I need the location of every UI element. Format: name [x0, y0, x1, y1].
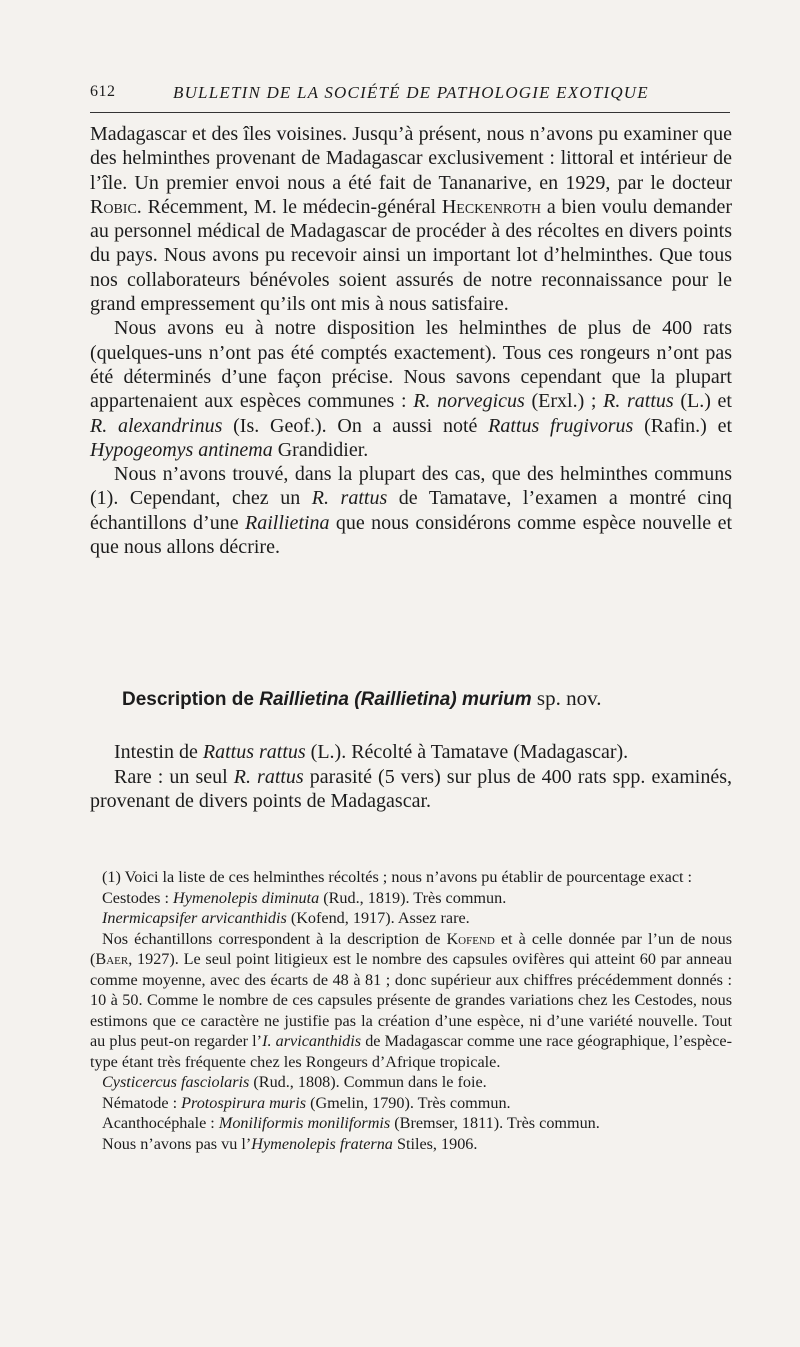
footnote-line: Nous n’avons pas vu l’Hymenolepis fraterna Stiles, 1906.: [102, 1134, 478, 1153]
footnote-line: Cysticercus fasciolaris (Rud., 1808). Commun dans le foie.: [102, 1073, 487, 1091]
paragraph-5: Rare : un seul R. rattus parasité (5 vers) sur plus de 400 rats spp. examinés, provenant de divers points de Madagascar.: [90, 765, 732, 812]
species-name: Hymenolepis diminuta: [173, 888, 320, 907]
author-name: Robic: [90, 195, 137, 218]
species-name: R. alexandrinus: [90, 414, 223, 437]
header-rule: [90, 112, 730, 113]
footnote-line: Nématode : Protospirura muris (Gmelin, 1790). Très commun.: [102, 1093, 511, 1112]
genus-name: Raillietina: [245, 511, 330, 534]
author-name: Kofend: [446, 929, 495, 948]
paragraph-2: Nous avons eu à notre disposition les helminthes de plus de 400 rats (quelques-uns n’ont pas été comptés exactement). Tous ces rongeurs n’ont pas été déterminés d’une façon précise. Nous savons cependant que la plupart appartenaient aux espèces communes : R. norvegicus (Erxl.) ; R. rattus (L.) et R. alexandrinus (Is. Geof.). On a aussi noté Rattus frugivorus (Rafin.) et Hypogeomys antinema Grandidier.: [90, 317, 733, 461]
species-name: Raillietina (Raillietina) murium: [259, 689, 532, 710]
species-name: R. norvegicus: [413, 390, 525, 413]
species-name: R. rattus: [233, 765, 304, 788]
description-text: [90, 740, 732, 814]
species-name: Inermicapsifer arvicanthidis: [102, 909, 287, 927]
species-name: R. rattus: [603, 390, 674, 413]
footnote-line: Cestodes : Hymenolepis diminuta (Rud., 1819). Très commun.: [102, 888, 507, 907]
species-name: Rattus frugivorus: [488, 414, 634, 437]
footnote-line: Inermicapsifer arvicanthidis (Kofend, 1917). Assez rare.: [102, 909, 470, 927]
species-name: I. arvicanthidis: [262, 1032, 362, 1050]
running-title: BULLETIN DE LA SOCIÉTÉ DE PATHOLOGIE EXOTIQUE: [173, 83, 649, 102]
species-name: Protospirura muris: [181, 1093, 307, 1112]
author-name: Baer: [95, 950, 129, 968]
species-name: Cysticercus fasciolaris: [102, 1073, 250, 1091]
footnote-line: Acanthocéphale : Moniliformis moniliformis (Bremser, 1811). Très commun.: [102, 1114, 600, 1132]
footnote-1: (1) Voici la liste de ces helminthes récoltés ; nous n’avons pu établir de pourcentage exact :: [102, 868, 693, 886]
species-name: Rattus rattus: [202, 741, 306, 763]
page-number: 612: [90, 83, 116, 100]
species-name: R. rattus: [311, 487, 388, 510]
main-text: [90, 122, 732, 559]
page-header: [90, 83, 730, 109]
footnote-line: Nos échantillons correspondent à la description de Kofend et à celle donnée par l’un de nous (Baer, 1927). Le seul point litigieux est le nombre des capsules ovifères qui atteint 60 par anneau comme moyenne, avec des écarts de 48 à 81 ; donc supérieur aux chiffres précédemment donnés : 10 à 50. Comme le nombre de ces capsules présente de grandes variations chez les Cestodes, nous estimons que ce caractère ne justifie pas la création d’une espèce, ni d’une variété nouvelle. Tout au plus peut-on regarder l’I. arvicanthidis de Madagascar comme une race géographique, l’espèce-type étant très fréquente chez les Rongeurs d’Afrique tropicale.: [90, 929, 733, 1071]
paragraph-1: Madagascar et des îles voisines. Jusqu’à présent, nous n’avons pu examiner que des helminthes provenant de Madagascar exclusivement : littoral et intérieur de l’île. Un premier envoi nous a été fait de Tananarive, en 1929, par le docteur Robic. Récemment, M. le médecin-général Heckenroth a bien voulu demander au personnel médical de Madagascar de procéder à des récoltes en divers points du pays. Nous avons pu recevoir ainsi un important lot d’helminthes. Que tous nos collaborateurs bénévoles soient assurés de notre reconnaissance pour le grand empressement qu’ils ont mis à nous satisfaire.: [90, 123, 732, 316]
section-heading: Description de Raillietina (Raillietina) murium sp. nov.: [122, 686, 602, 710]
species-name: Hypogeomys antinema: [90, 438, 273, 461]
author-name: Heckenroth: [441, 195, 542, 218]
footnotes: [90, 867, 732, 1154]
species-name: Moniliformis moniliformis: [218, 1114, 391, 1132]
paragraph-3: Nous n’avons trouvé, dans la plupart des cas, que des helminthes communs (1). Cependant, chez un R. rattus de Tamatave, l’examen a montré cinq échantillons d’une Raillietina que nous considérons comme espèce nouvelle et que nous allons décrire.: [90, 463, 733, 559]
species-name: Hymenolepis fraterna: [251, 1134, 393, 1153]
paragraph-4: Intestin de Rattus rattus (L.). Récolté à Tamatave (Madagascar).: [114, 741, 629, 763]
